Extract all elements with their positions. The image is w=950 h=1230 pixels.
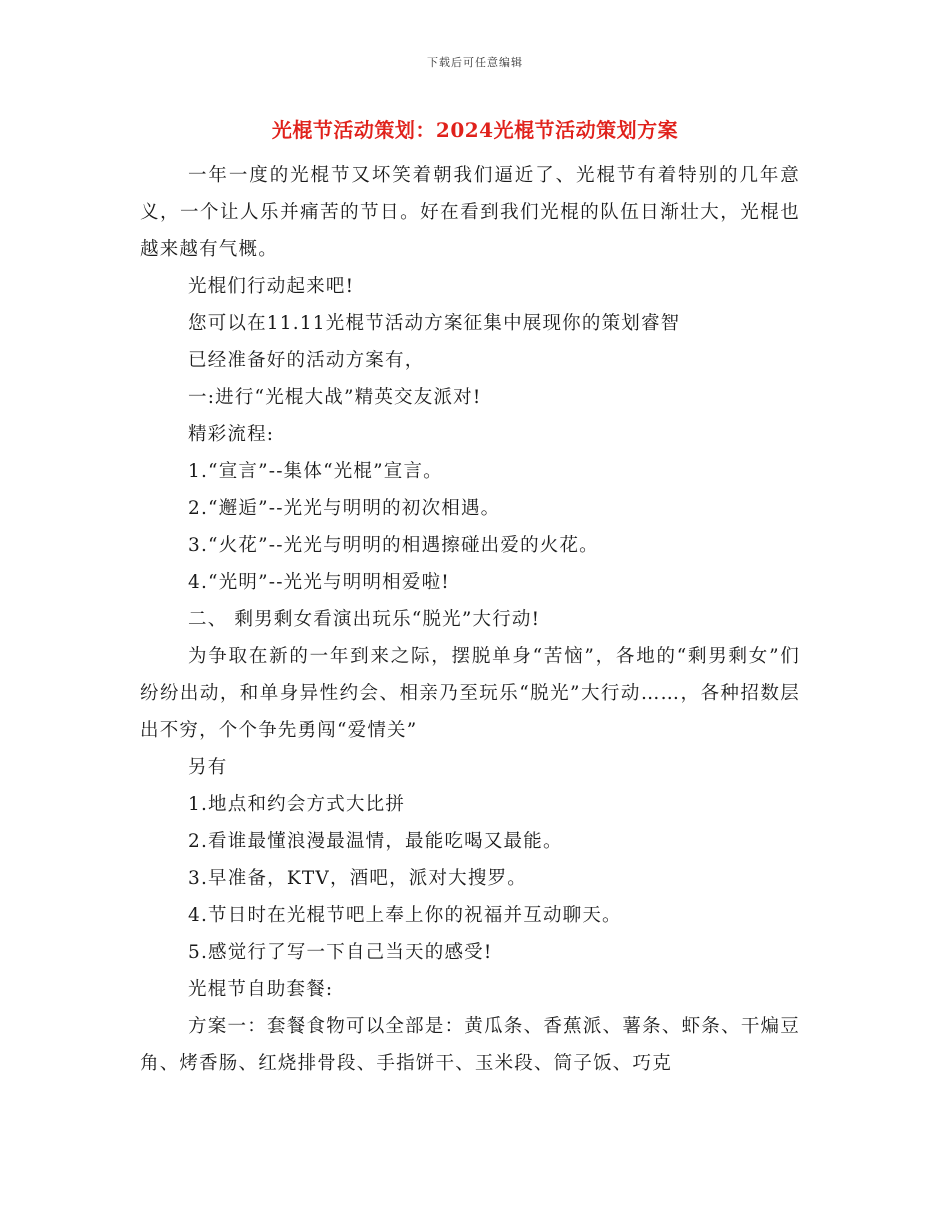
list-item-process-4: 4.“光明”--光光与明明相爱啦! <box>188 572 450 593</box>
paragraph-buffet-heading: 光棍节自助套餐: <box>188 979 334 1000</box>
paragraph-plan-one: 一:进行“光棍大战”精英交友派对! <box>188 387 482 408</box>
list-item-process-3: 3.“火花”--光光与明明的相遇擦碰出爱的火花。 <box>188 535 599 556</box>
paragraph-buffet-plan-one: 方案一：套餐食物可以全部是：黄瓜条、香蕉派、薯条、虾条、干煸豆角、烤香肠、红烧排骨段、手指饼干、玉米段、筒子饭、巧克 <box>140 1016 800 1074</box>
header-note: 下载后可任意编辑 <box>427 56 523 69</box>
list-item-also-3: 3.早准备，KTV，酒吧，派对大搜罗。 <box>188 868 527 889</box>
list-item-also-5: 5.感觉行了写一下自己当天的感受! <box>188 942 493 963</box>
list-item-process-1: 1.“宣言”--集体“光棍”宣言。 <box>188 461 443 482</box>
paragraph-call-to-action: 光棍们行动起来吧! <box>188 276 355 297</box>
document-body <box>140 157 800 1082</box>
list-item-also-2: 2.看谁最懂浪漫最温情，最能吃喝又最能。 <box>188 831 563 852</box>
paragraph-process-heading: 精彩流程: <box>188 424 275 445</box>
document-title: 光棍节活动策划：2024光棍节活动策划方案 <box>271 118 679 142</box>
paragraph-also: 另有 <box>188 757 228 778</box>
list-item-process-2: 2.“邂逅”--光光与明明的初次相遇。 <box>188 498 501 519</box>
paragraph-plan-two-detail: 为争取在新的一年到来之际，摆脱单身“苦恼”，各地的“剩男剩女”们纷纷出动，和单身异性约会、相亲乃至玩乐“脱光”大行动……，各种招数层出不穷，个个争先勇闯“爱情关” <box>140 646 800 741</box>
list-item-also-1: 1.地点和约会方式大比拼 <box>188 794 406 815</box>
paragraph-collection: 您可以在11.11光棍节活动方案征集中展现你的策划睿智 <box>188 313 681 334</box>
paragraph-plan-two: 二、 剩男剩女看演出玩乐“脱光”大行动! <box>188 609 541 630</box>
paragraph-intro: 一年一度的光棍节又坏笑着朝我们逼近了、光棍节有着特别的几年意义，一个让人乐并痛苦的节日。好在看到我们光棍的队伍日渐壮大，光棍也越来越有气概。 <box>140 165 800 260</box>
list-item-also-4: 4.节日时在光棍节吧上奉上你的祝福并互动聊天。 <box>188 905 622 926</box>
paragraph-prepared-plans: 已经准备好的活动方案有， <box>188 350 425 371</box>
